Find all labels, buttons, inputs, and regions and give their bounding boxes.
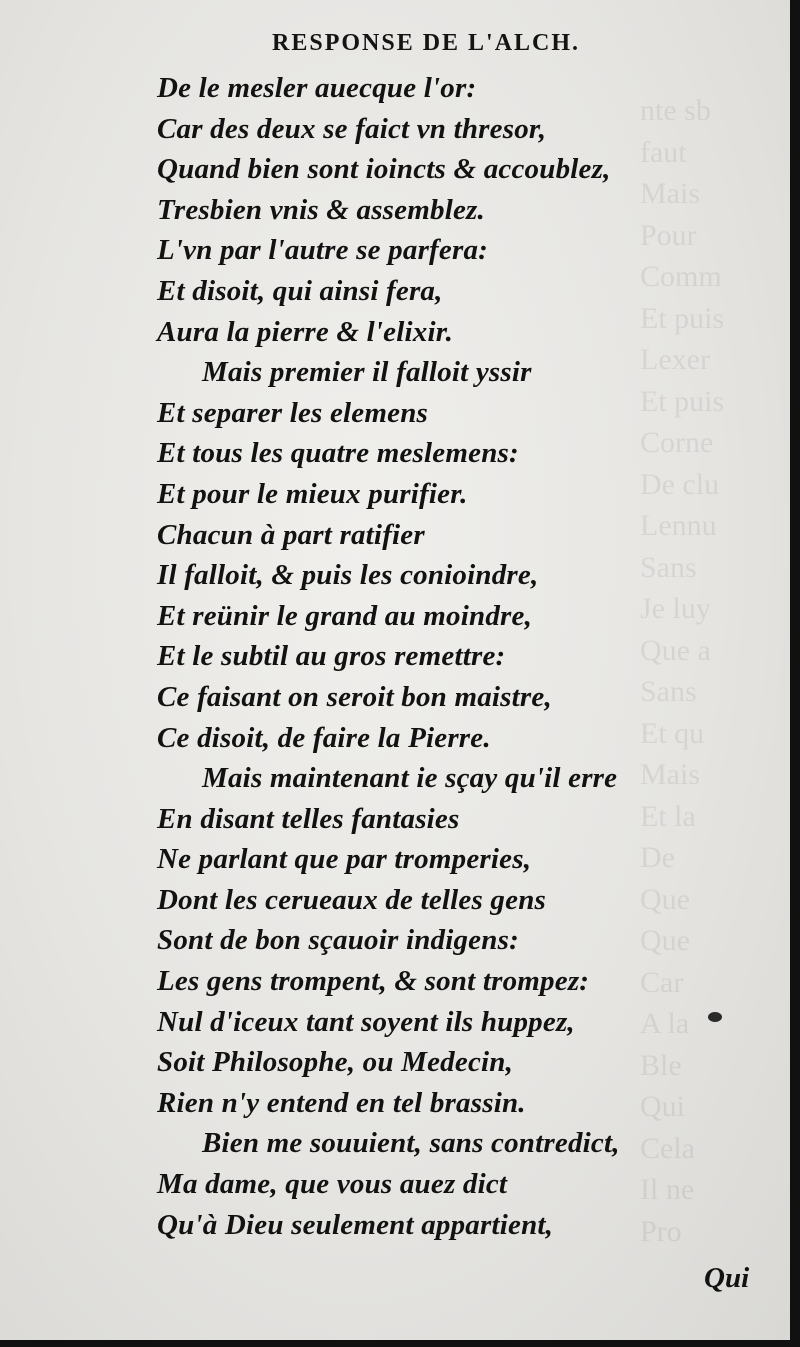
verse-line: Ma dame, que vous auez dict [157,1168,508,1201]
verse-line: Bien me souuient, sans contredict, [202,1127,620,1160]
verse-line: Soit Philosophe, ou Medecin, [157,1046,514,1079]
bleed-through-text: nte sb faut Mais Pour Comm Et puis Lexer Et puis Corne De clu Lennu Sans Je luy Que a Sans Et qu Mais Et la De Que Que Car A la Ble Qui Cela Il ne Pro [640,94,725,1248]
verse-line: Quand bien sont ioincts & accoublez, [157,153,611,186]
verse-line: Tresbien vnis & assemblez. [157,193,485,226]
verse-line: Nul d'iceux tant soyent ils huppez, [157,1005,575,1038]
verse-line: Sont de bon sçauoir indigens: [157,924,519,957]
verse-line: Et le subtil au gros remettre: [157,640,506,673]
running-head: RESPONSE DE L'ALCH. [272,30,581,56]
verse-line: En disant telles fantasies [157,802,460,835]
verse-line: Qu'à Dieu seulement appartient, [157,1208,554,1241]
verse-line: Rien n'y entend en tel brassin. [157,1086,526,1119]
verse-line: Et separer les elemens [157,396,429,429]
verse-line: Mais premier il falloit yssir [202,356,532,389]
verse-line: Car des deux se faict vn thresor, [157,112,547,145]
verse-line: Ne parlant que par tromperies, [157,843,532,876]
verse-line: Et tous les quatre meslemens: [157,437,519,470]
verse-line: Ce disoit, de faire la Pierre. [157,721,491,754]
verse-line: Mais maintenant ie sçay qu'il erre [202,762,618,795]
verse-line: Et reünir le grand au moindre, [157,599,533,632]
verse-line: Il falloit, & puis les conioindre, [157,559,539,592]
verse-line: De le mesler auecque l'or: [157,72,477,104]
verse-block [0,68,790,1245]
verse-line: Les gens trompent, & sont trompez: [157,965,590,998]
ink-spot [708,1012,722,1022]
verse-line: Aura la pierre & l'elixir. [157,315,454,348]
verse-line: Dont les cerueaux de telles gens [157,883,547,916]
verse-line: Et pour le mieux purifier. [157,477,468,510]
verse-line: Et disoit, qui ainsi fera, [157,274,443,307]
verse-line: Chacun à part ratifier [157,518,425,551]
catchword: Qui [704,1262,750,1294]
verse-line: Ce faisant on seroit bon maistre, [157,680,552,713]
verse-line: L'vn par l'autre se parfera: [157,234,489,267]
